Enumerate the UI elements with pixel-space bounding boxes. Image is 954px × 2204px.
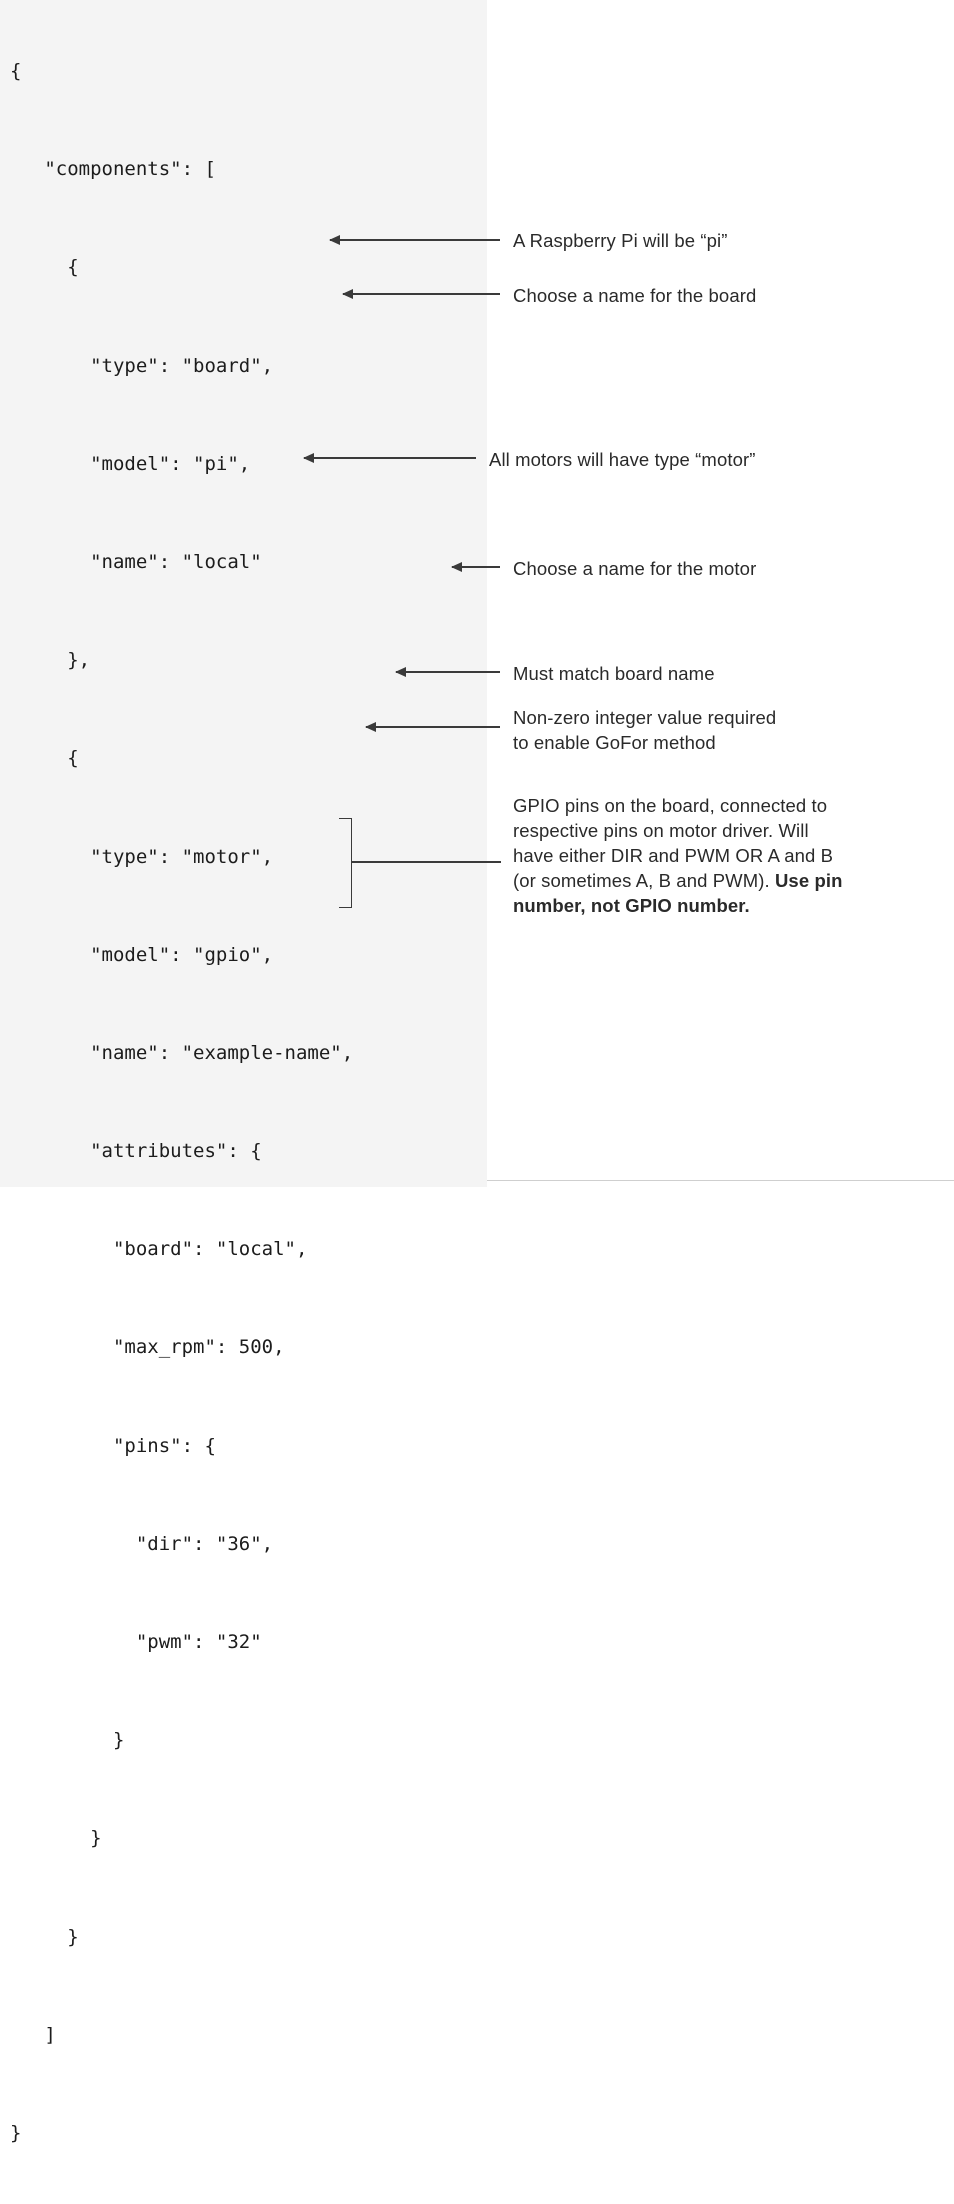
annotation-arrow-motor-name (452, 566, 500, 568)
annotation-arrow-model-pi (330, 239, 500, 241)
code-line: } (10, 2121, 22, 2144)
code-line: } (10, 1729, 125, 1752)
note-motor-name: Choose a name for the motor (513, 558, 757, 579)
note-type-motor: All motors will have type “motor” (489, 449, 756, 470)
code-line: "dir": "36", (10, 1532, 274, 1555)
code-line: } (10, 1827, 102, 1850)
code-line: "attributes": { (10, 1140, 262, 1163)
annotation-bracket-pins (339, 818, 352, 908)
code-line: "name": "example-name", (10, 1041, 354, 1064)
note-max-rpm-line1: Non-zero integer value required (513, 707, 777, 728)
annotation-bracket-stem-pins (351, 861, 501, 863)
code-line: "pwm": "32" (10, 1631, 262, 1653)
note-pins-bold2-wrap (513, 893, 953, 918)
note-max-rpm-line2: to enable GoFor method (513, 732, 716, 753)
note-model-pi: A Raspberry Pi will be “pi” (513, 230, 728, 251)
note-board-name: Choose a name for the board (513, 285, 757, 306)
code-line: "components": [ (10, 158, 216, 181)
code-line: "type": "board", (10, 354, 274, 377)
code-line: { (10, 747, 79, 770)
code-line: "model": "pi", (10, 452, 251, 475)
code-line: } (10, 1925, 79, 1948)
note-pins-line3: have either DIR and PWM OR A and B (513, 845, 834, 866)
annotation-arrow-max-rpm (366, 726, 500, 728)
code-line: "model": "gpio", (10, 943, 274, 966)
code-line: "max_rpm": 500, (10, 1336, 285, 1359)
code-line: }, (10, 649, 91, 672)
code-line: { (10, 256, 79, 279)
code-line: "board": "local", (10, 1238, 308, 1261)
code-line: "type": "motor", (10, 845, 274, 868)
code-line: "pins": { (10, 1434, 216, 1457)
annotation-arrow-board-name (343, 293, 500, 295)
note-board-match: Must match board name (513, 663, 715, 684)
code-line: { (10, 60, 22, 82)
annotation-arrow-board-match (396, 671, 500, 673)
note-pins-line4-wrap (513, 868, 953, 893)
code-line: "name": "local" (10, 550, 262, 573)
code-line: ] (10, 2023, 56, 2046)
note-pins-bold1: Use pin (774, 870, 843, 891)
note-pins-bold2: number, not GPIO number. (513, 895, 750, 916)
note-pins-line1: GPIO pins on the board, connected to (513, 795, 828, 816)
note-pins-line2: respective pins on motor driver. Will (513, 820, 809, 841)
annotation-arrow-type-motor (304, 457, 476, 459)
note-pins-line4: (or sometimes A, B and PWM). (513, 870, 775, 891)
